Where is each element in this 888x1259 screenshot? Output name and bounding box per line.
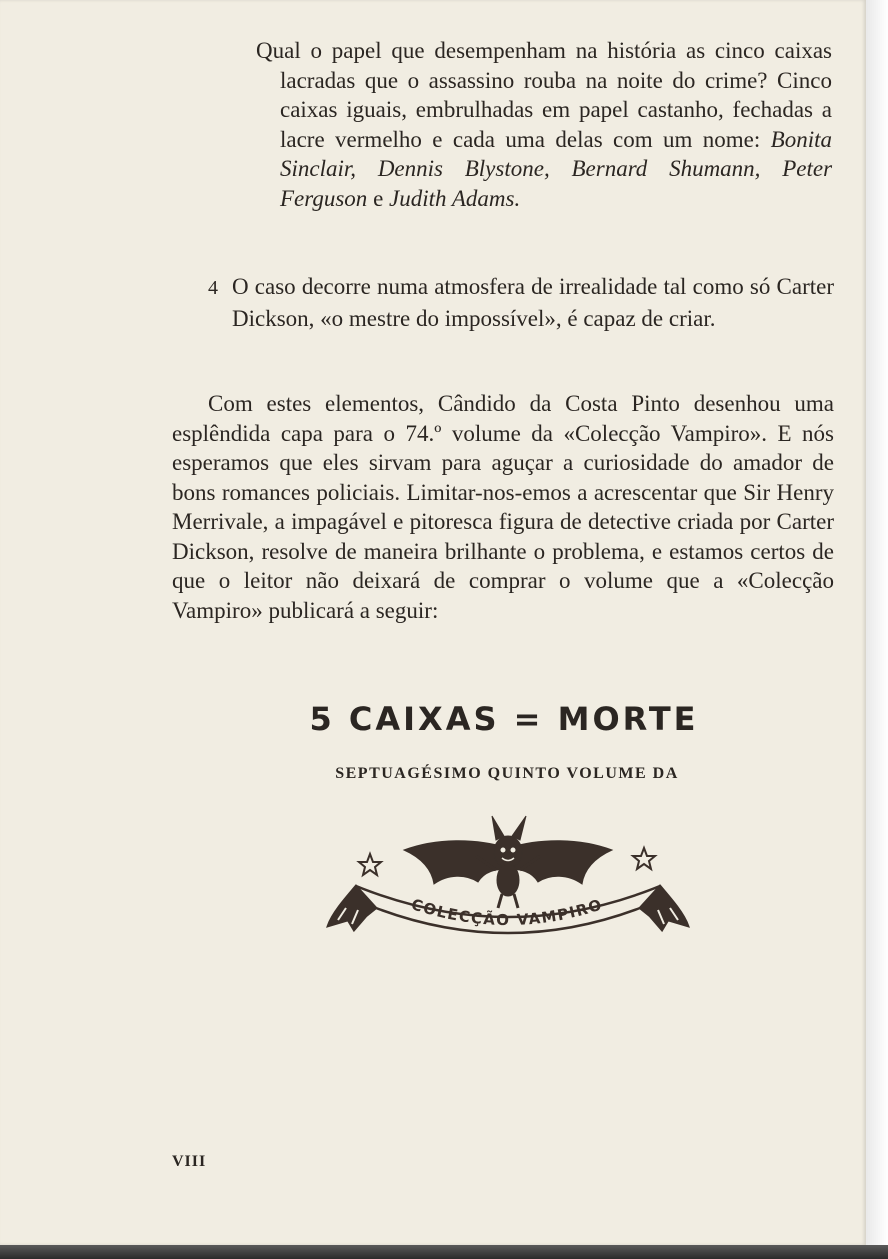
item3-conjunction: e xyxy=(367,185,390,211)
item3-intro: Qual o papel que desempenham na história as cinco caixas lacradas que o assassino rouba na noite do crime? Cinco caixas iguais, embrulhadas em papel castanho, fechadas a lacre vermelho e cada uma delas com um nome: xyxy=(256,38,832,152)
list-item-4 xyxy=(208,272,834,333)
body-paragraph: Com estes elementos, Cândido da Costa Pinto desenhou uma esplêndida capa para o 74.º volume da «Colecção Vampiro». E nós esperamos que eles sirvam para aguçar a curiosidade do amador de bons romances policiais. Limitar-nos-emos a acrescentar que Sir Henry Merrivale, a impagável e pitoresca figura de detective criada por Carter Dickson, resolve de maneira brilhante o problema, e estamos certos de que o leitor não deixará de comprar o volume que a «Colecção Vampiro» publicará a seguir: xyxy=(172,391,834,623)
page-number: VIII xyxy=(172,1153,207,1170)
item4-text: O caso decorre numa atmosfera de irrealidade tal como só Carter Dickson, «o mestre do impossível», é capaz de criar. xyxy=(232,274,834,331)
name-peter-ferguson: Peter Ferguson xyxy=(280,156,833,211)
announcement-subtitle: SEPTUAGÉSIMO QUINTO VOLUME DA xyxy=(335,765,679,782)
bat-icon xyxy=(404,816,612,908)
name-bernard-shumann: Bernard Shumann, xyxy=(571,156,761,181)
list-item-3 xyxy=(256,36,832,213)
colecção-vampiro-logo xyxy=(326,808,690,948)
item-number: 4 xyxy=(208,277,218,299)
star-icon xyxy=(359,854,381,875)
announcement-title: 5 CAIXAS = MORTE xyxy=(309,700,699,738)
star-icon xyxy=(633,848,655,869)
scan-edge-bottom xyxy=(0,1245,888,1259)
name-judith-adams: Judith Adams. xyxy=(389,185,521,211)
scan-edge-right xyxy=(866,0,888,1259)
name-dennis-blystone: Dennis Blystone, xyxy=(377,156,550,181)
banner-text: COLECÇÃO VAMPIRO xyxy=(408,895,606,930)
name-bonita-sinclair: Bonita Sinclair, xyxy=(280,126,832,181)
